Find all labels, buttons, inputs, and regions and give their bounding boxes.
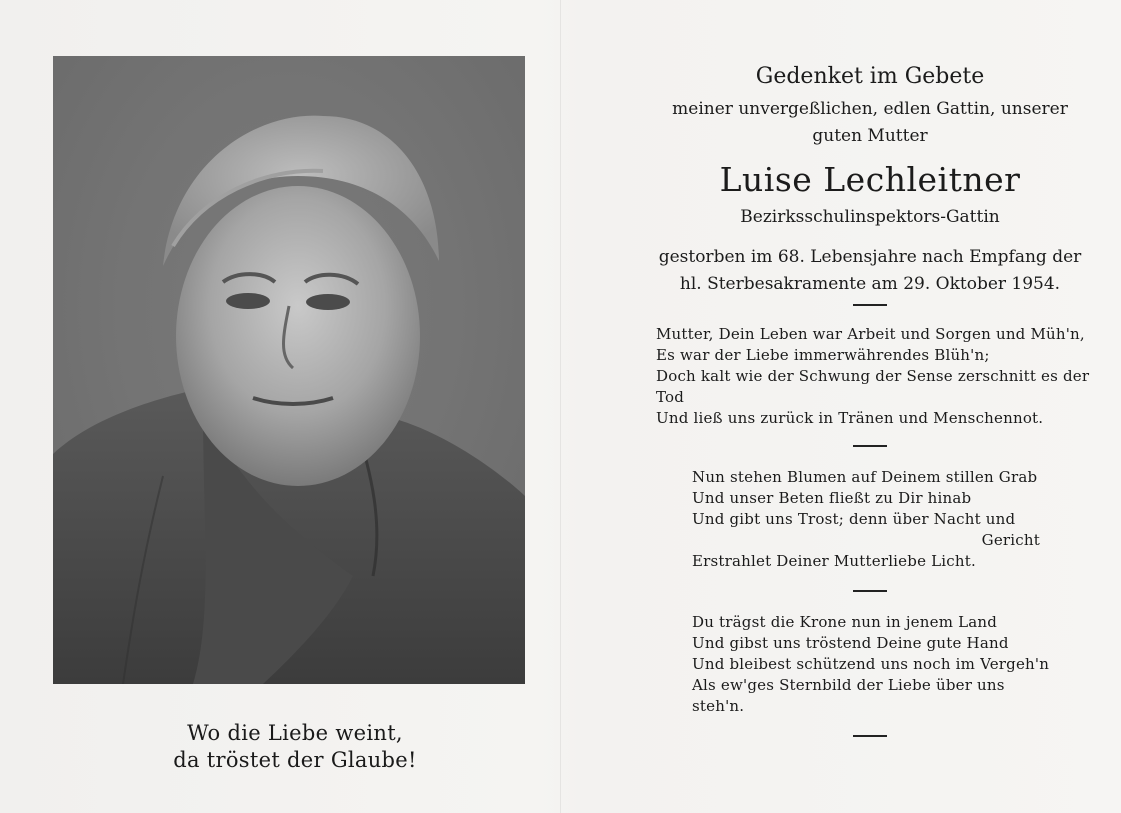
deceased-name: Luise Lechleitner — [719, 160, 1021, 199]
death-line-2: hl. Sterbesakramente am 29. Oktober 1954. — [679, 274, 1061, 294]
poem-line: Und gibt uns Trost; denn über Nacht und — [692, 510, 1016, 528]
divider-2 — [853, 445, 887, 447]
caption-line-2: da tröstet der Glaube! — [173, 748, 417, 772]
poem-line: Als ew'ges Sternbild der Liebe über uns steh'n. — [692, 676, 1005, 715]
portrait-photo — [53, 56, 525, 684]
divider-1 — [853, 304, 887, 306]
heading: Gedenket im Gebete — [755, 64, 985, 89]
poem-line: Du trägst die Krone nun in jenem Land — [692, 613, 998, 631]
memorial-text — [640, 62, 1100, 737]
poem-stanza-3 — [692, 612, 1052, 717]
poem-line: Es war der Liebe immerwährendes Blüh'n; — [656, 346, 990, 364]
divider-4 — [853, 735, 887, 737]
photo-caption — [150, 720, 440, 774]
poem-stanza-2 — [692, 467, 1052, 572]
caption-line-1: Wo die Liebe weint, — [187, 721, 403, 745]
poem-line: Erstrahlet Deiner Mutterliebe Licht. — [692, 552, 976, 570]
card-fold — [560, 0, 561, 813]
poem-line: Und bleibest schützend uns noch im Vergeh'n — [692, 655, 1050, 673]
poem-line: Und ließ uns zurück in Tränen und Menschennot. — [656, 409, 1044, 427]
intro-line-2: guten Mutter — [812, 126, 928, 146]
poem-line: Doch kalt wie der Schwung der Sense zerschnitt es der Tod — [656, 367, 1090, 406]
deceased-title: Bezirksschulinspektors-Gattin — [740, 207, 1000, 227]
death-line-1: gestorben im 68. Lebensjahre nach Empfang der — [658, 247, 1082, 267]
poem-line: Und unser Beten fließt zu Dir hinab — [692, 489, 972, 507]
poem-stanza-1 — [656, 324, 1100, 429]
poem-line: Nun stehen Blumen auf Deinem stillen Grab — [692, 468, 1038, 486]
poem-line: Mutter, Dein Leben war Arbeit und Sorgen und Müh'n, — [656, 325, 1085, 343]
poem-line: Gericht — [981, 531, 1040, 549]
portrait-illustration — [53, 56, 525, 684]
intro-line-1: meiner unvergeßlichen, edlen Gattin, unserer — [672, 99, 1068, 119]
poem-line: Und gibst uns tröstend Deine gute Hand — [692, 634, 1009, 652]
divider-3 — [853, 590, 887, 592]
